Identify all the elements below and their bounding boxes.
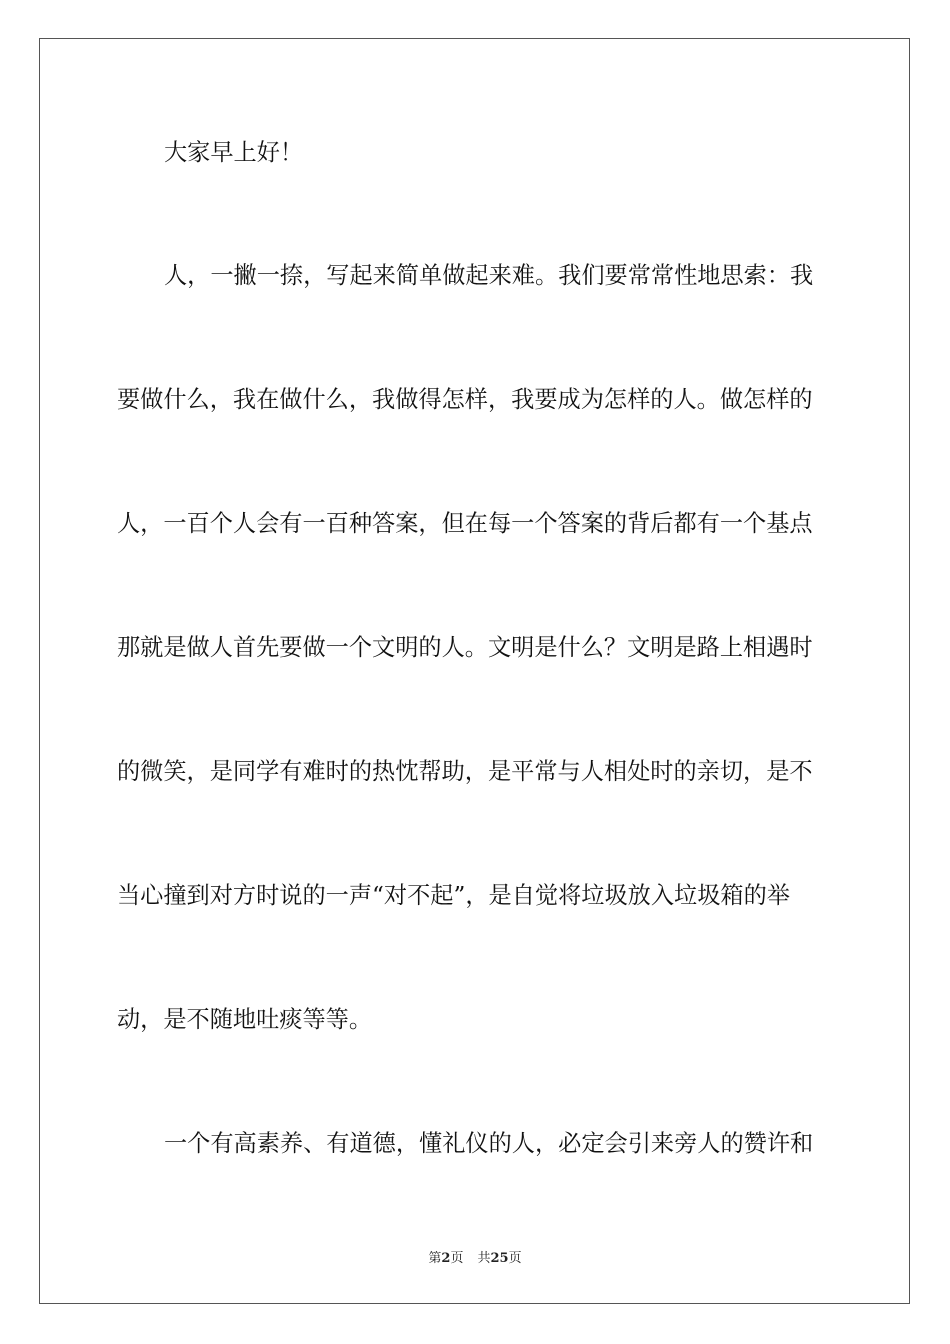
- total-pages: 25: [490, 1251, 509, 1266]
- body-line: 要做什么，我在做什么，我做得怎样，我要成为怎样的人。做怎样的: [117, 386, 813, 413]
- body-line: 当心撞到对方时说的一声“对不起”，是自觉将垃圾放入垃圾箱的举: [117, 882, 790, 909]
- page-suffix: 页: [450, 1251, 464, 1266]
- page-footer: [0, 1247, 950, 1266]
- body-line: 人，一百个人会有一百种答案，但在每一个答案的背后都有一个基点: [117, 510, 813, 537]
- total-suffix: 页: [508, 1251, 522, 1266]
- greeting-line: 大家早上好！: [164, 139, 304, 166]
- total-prefix: 共: [477, 1251, 491, 1266]
- body-line: 一个有高素养、有道德，懂礼仪的人，必定会引来旁人的赞许和: [164, 1130, 814, 1157]
- page-border: [39, 38, 910, 1304]
- body-line: 人，一撇一捺，写起来简单做起来难。我们要常常性地思索：我: [164, 262, 814, 289]
- body-line: 那就是做人首先要做一个文明的人。文明是什么？文明是路上相遇时: [117, 634, 813, 661]
- body-line: 的微笑，是同学有难时的热忱帮助，是平常与人相处时的亲切，是不: [117, 758, 813, 785]
- page-prefix: 第: [428, 1251, 442, 1266]
- body-line: 动，是不随地吐痰等等。: [117, 1006, 373, 1033]
- page-number: 2: [441, 1251, 451, 1266]
